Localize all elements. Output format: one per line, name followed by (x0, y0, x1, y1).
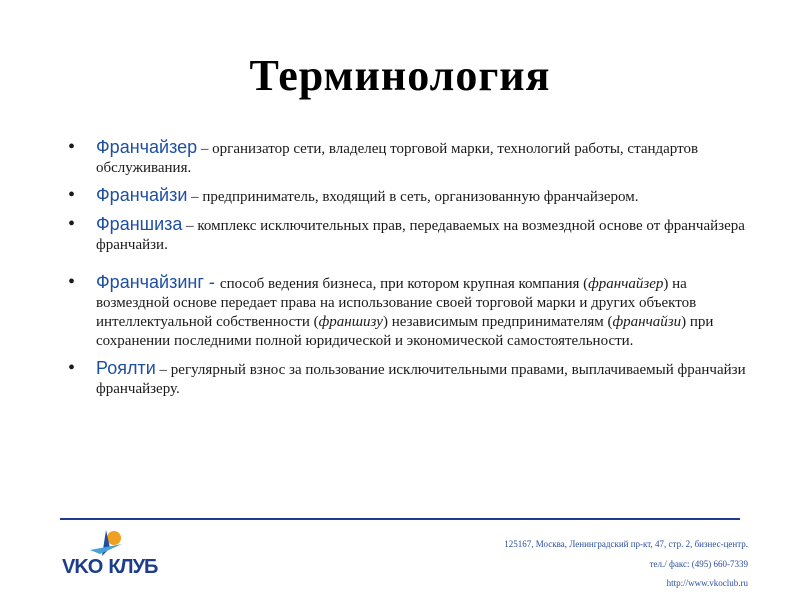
slide-title: Терминология (249, 51, 551, 100)
footer-divider (60, 518, 740, 520)
emphasis: франшизу (318, 314, 383, 330)
terms-list (68, 138, 748, 407)
term-royalty: Роялти (96, 358, 156, 378)
term-definition: предприниматель, входящий в сеть, организованную франчайзером. (202, 189, 639, 205)
list-item: • Франчайзинг - способ ведения бизнеса, при котором крупная компания (франчайзер) на возмездной основе передает права на использование своей торговой марки и других объектов интеллектуальной собственности (франшизу) независимым предпринимателям (франчайзи) при сохранении последними полной юридической и экономической самостоятельности. (68, 273, 748, 351)
term-definition: регулярный взнос за пользование исключительными правами, выплачиваемый франчайзи франчайзеру. (96, 362, 746, 397)
list-item: • Франчайзи – предприниматель, входящий в сеть, организованную франчайзером. (68, 186, 748, 207)
star-sun-icon (62, 528, 172, 558)
vko-club-logo (62, 528, 172, 588)
term-franchisee: Франчайзи (96, 185, 188, 205)
footer-url[interactable]: http://www.vkoclub.ru (666, 578, 748, 588)
term-definition: комплекс исключительных прав, передаваемых на возмездной основе от франчайзера франчайзи. (96, 218, 745, 253)
term-definition: организатор сети, владелец торговой марки, технологий работы, стандартов обслуживания. (96, 141, 699, 176)
list-item: • Роялти – регулярный взнос за пользование исключительными правами, выплачиваемый франчайзи франчайзеру. (68, 359, 748, 399)
emphasis: франчайзи (612, 314, 682, 330)
footer-phone: тел./ факс: (495) 660-7339 (649, 559, 748, 569)
emphasis: франчайзер (588, 276, 664, 292)
term-franchising: Франчайзинг (96, 272, 204, 292)
list-item: • Франшиза – комплекс исключительных прав, передаваемых на возмездной основе от франчайзера франчайзи. (68, 215, 748, 255)
list-item: • Франчайзер – организатор сети, владелец торговой марки, технологий работы, стандартов обслуживания. (68, 138, 748, 178)
logo-text: VKO КЛУБ (62, 556, 158, 578)
footer-address: 125167, Москва, Ленинградский пр-кт, 47, стр. 2, бизнес-центр. (504, 539, 748, 549)
term-franchiser: Франчайзер (96, 137, 198, 157)
term-franchise: Франшиза (96, 214, 183, 234)
